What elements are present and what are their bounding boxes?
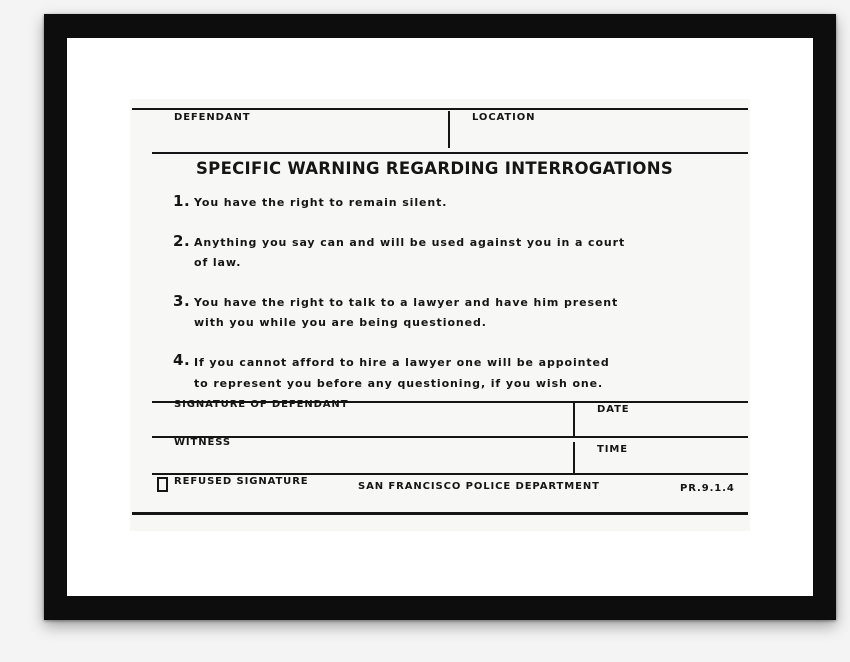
bottom-rule xyxy=(132,512,748,515)
top-rule xyxy=(132,108,748,110)
item-3-line-1: You have the right to talk to a lawyer and have him present xyxy=(194,296,619,309)
item-2-line-1: Anything you say can and will be used against you in a court xyxy=(194,236,626,249)
department-name: SAN FRANCISCO POLICE DEPARTMENT xyxy=(358,481,600,492)
item-3-number: 3. xyxy=(173,292,191,310)
item-2-number: 2. xyxy=(173,232,191,250)
footer-top-rule xyxy=(152,473,748,475)
signature-divider xyxy=(573,403,575,437)
form-code: PR.9.1.4 xyxy=(680,483,735,494)
item-1-line-1: You have the right to remain silent. xyxy=(194,196,448,209)
item-3-line-2: with you while you are being questioned. xyxy=(194,316,487,329)
witness-label: WITNESS xyxy=(174,437,232,448)
item-4-line-1: If you cannot afford to hire a lawyer one will be appointed xyxy=(194,356,610,369)
form-title: SPECIFIC WARNING REGARDING INTERROGATIONS xyxy=(196,159,674,178)
witness-divider xyxy=(573,442,575,474)
item-1-number: 1. xyxy=(173,192,191,210)
header-divider xyxy=(448,111,450,148)
witness-top-rule xyxy=(152,436,748,438)
item-2-line-2: of law. xyxy=(194,256,242,269)
header-bottom-rule xyxy=(152,152,748,154)
refused-signature-checkbox[interactable] xyxy=(157,477,168,492)
refused-signature-label: REFUSED SIGNATURE xyxy=(174,476,309,487)
time-label: TIME xyxy=(597,444,628,455)
location-label: LOCATION xyxy=(472,112,536,123)
defendant-label: DEFENDANT xyxy=(174,112,251,123)
signature-label: SIGNATURE OF DEFENDANT xyxy=(174,399,349,410)
item-4-line-2: to represent you before any questioning, if you wish one. xyxy=(194,377,604,390)
date-label: DATE xyxy=(597,404,630,415)
miranda-warning-card xyxy=(130,99,750,531)
item-4-number: 4. xyxy=(173,351,191,369)
